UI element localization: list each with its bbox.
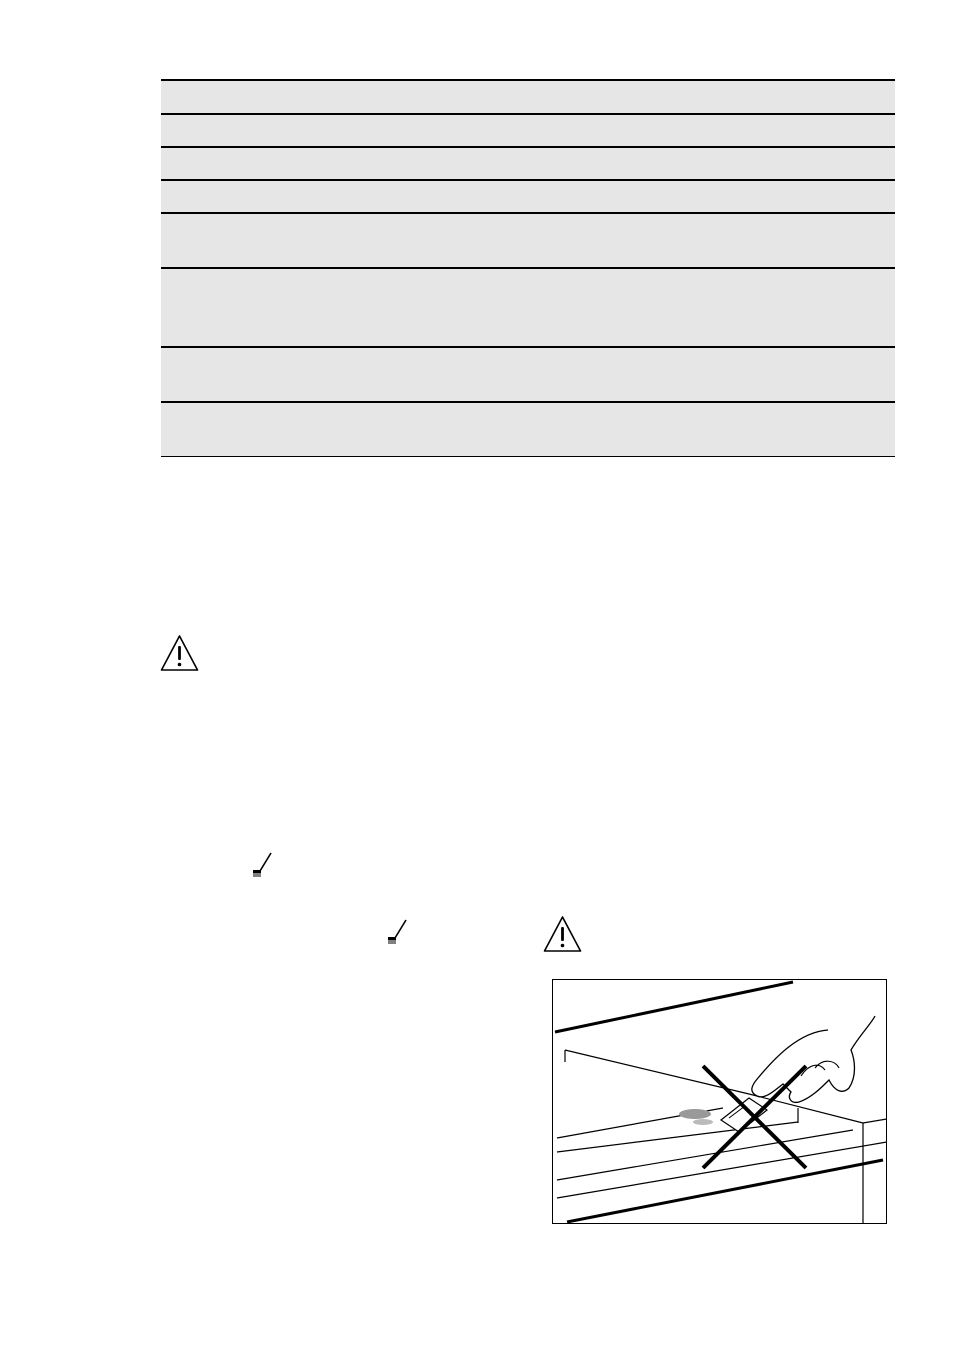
table-row xyxy=(161,267,895,346)
table-row xyxy=(161,346,895,401)
table-row xyxy=(161,79,895,113)
cleaning-brush-icon xyxy=(386,918,410,946)
table-row xyxy=(161,179,895,212)
info-table xyxy=(161,79,895,457)
table-row xyxy=(161,401,895,457)
warning-triangle-icon xyxy=(542,914,583,954)
scraper-prohibited-illustration xyxy=(552,979,887,1224)
table-row xyxy=(161,212,895,267)
table-row xyxy=(161,146,895,179)
table-row xyxy=(161,113,895,146)
cleaning-brush-icon xyxy=(251,851,275,879)
warning-triangle-icon xyxy=(159,633,200,673)
